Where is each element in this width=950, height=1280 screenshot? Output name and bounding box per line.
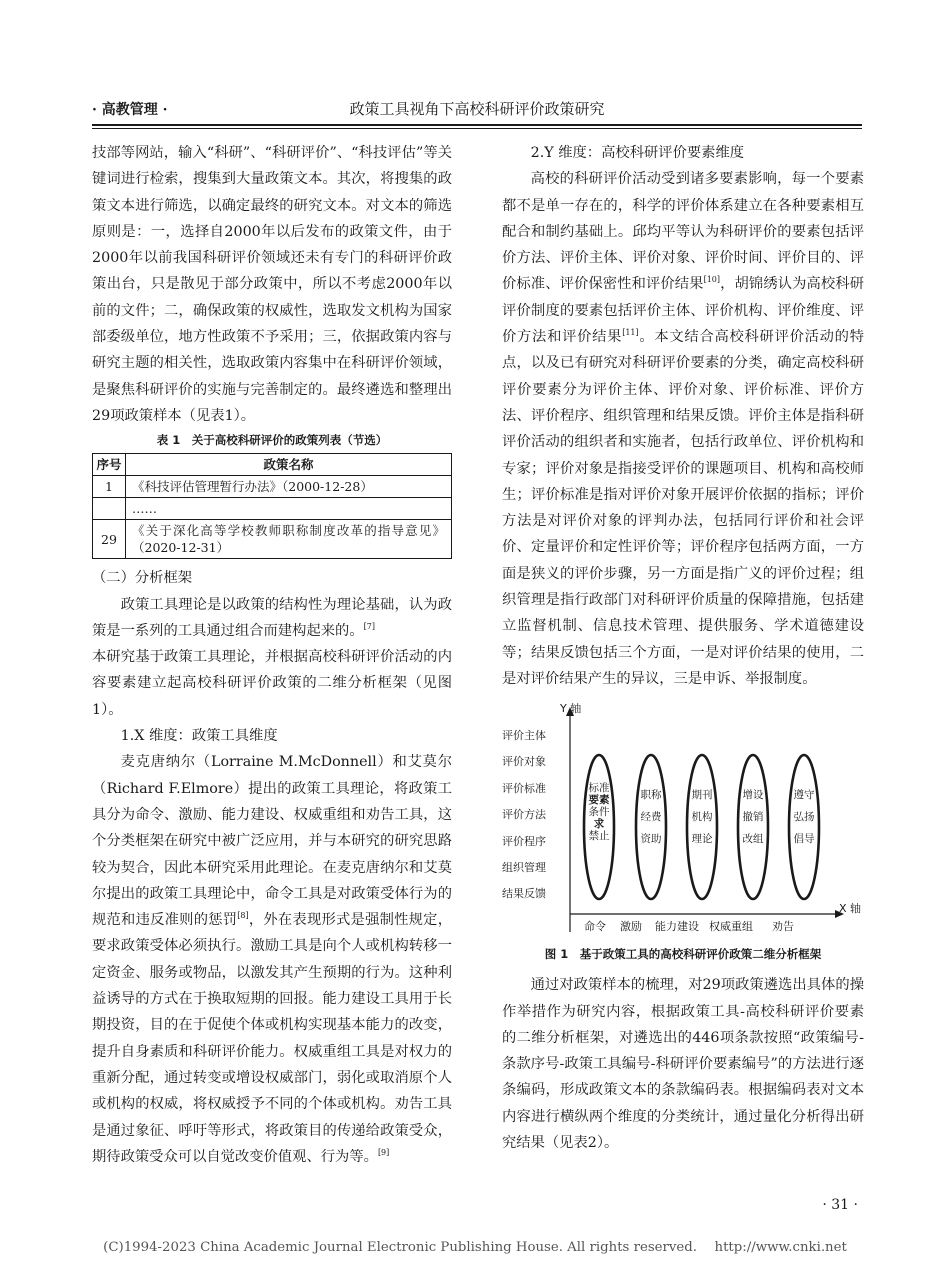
y-axis-item: 评价方法 [502, 808, 546, 822]
ellipse-text: 弘扬 [793, 811, 815, 824]
y-axis-label: Y 轴 [560, 702, 582, 716]
ellipse-text: 倡导 [793, 833, 815, 846]
ellipse-label-incentive [636, 784, 666, 850]
ellipse-text: 撤销 [742, 811, 764, 824]
table-cell: …… [126, 498, 452, 520]
paragraph-text: 。本文结合高校科研评价活动的特点，以及已有研究对科研评价要素的分类，确定高校科研评价要素分为评价主体、评价对象、评价标准、评价方法、评价程序、组织管理和结果反馈。评价主体是指科研评价活动的组织者和实施者，包括行政单位、评价机构和专家；评价对象是指接受评价的课题项目、机构和高校师生；评价标准是指对评价对象开展评价依据的指标；评价方法是对评价对象的评判办法，包括同行评价和社会评价、定量评价和定性评价等；评价程序包括两方面，一方面是狭义的评价步骤，另一方面是指广义的评价过程；组织管理是指行政部门对科研评价质量的保障措施，包括建立监督机制、信息技术管理、提供服务、学术道德建设等；结果反馈包括三个方面，一是对评价结果的使用，二是对评价结果产生的异议，三是申诉、举报制度。 [502, 329, 865, 687]
x-axis-item: 劝告 [772, 920, 794, 934]
table-cell [93, 498, 126, 520]
policy-table [92, 453, 452, 559]
table-cell: 29 [93, 520, 126, 559]
paragraph-text: 麦克唐纳尔（Lorraine M.McDonnell）和艾莫尔（Richard F.Elmore）提出的政策工具理论，将政策工具分为命令、激励、能力建设、权威重组和劝告工具，这个分类框架在研究中被广泛应用，并与本研究的研究思路较为契合，因此本研究采用此理论。在麦克唐纳尔和艾莫尔提出的政策工具理论中，命令工具是对政策受体行为的规范和违反准则的惩罚 [92, 754, 452, 929]
y-axis-item: 评价标准 [502, 782, 546, 796]
ellipse-label-capacity [687, 784, 717, 850]
ellipse-text: 求 [593, 818, 605, 831]
page-number: · 31 · [822, 1197, 858, 1213]
paragraph-text: ，外在表现形式是强制性规定，要求政策受体必须执行。激励工具是向个人或机构转移一定资金、服务或物品，以激发其产生预期的行为。这种利益诱导的方式在于换取短期的回报。能力建设工具用于长期投资，目的在于促使个体或机构实现基本能力的改变，提升自身素质和科研评价能力。权威重组工具是对权力的重新分配，通过转变或增设权威部门，弱化或取消原个人或机构的权威，将权威授予不同的个体或机构。劝告工具是通过象征、呼吁等形式，将政策目的传递给政策受众，期待政策受众可以自觉改变价值观、行为等。 [92, 912, 453, 1165]
paragraph-text: ，胡锦绣认为高校科研评价制度的要素包括评价主体、评价机构、评价维度、评价方法和评价结果 [502, 276, 865, 346]
paragraph: 技部等网站，输入“科研”、“科研评价”、“科技评估”等关键词进行检索，搜集到大量政策文本。其次，将搜集的政策文本进行筛选，以确定最终的研究文本。对文本的筛选原则是：一，选择自2000年以后发布的政策文件，由于2000年以前我国科研评价领域还未有专门的科研评价政策出台，只是散见于部分政策中，所以不考虑2000年以前的文件；二，确保政策的权威性，选取发文机构为国家部委级单位，地方性政策不予采用；三，依据政策内容与研究主题的相关性，选取政策内容集中在科研评价领域，是聚焦科研评价的实施与完善制定的。最终遴选和整理出29项政策样本（见表1）。 [92, 145, 452, 424]
y-axis-item: 评价主体 [502, 729, 546, 743]
x-axis-item: 权威重组 [709, 920, 753, 934]
x-axis-item: 能力建设 [655, 920, 699, 934]
citation: [7] [363, 621, 375, 631]
ellipse-text: 标准 [588, 782, 610, 795]
table-caption: 表 1 关于高校科研评价的政策列表（节选） [156, 433, 388, 448]
header-rule-thick [92, 124, 862, 126]
ellipse-text: 增设 [742, 789, 764, 802]
paragraph-text: 政策工具理论是以政策的结构性为理论基础，认为政策是一系列的工具通过组合而建构起来的。 [92, 596, 452, 639]
section-heading: （二）分析框架 [92, 570, 193, 587]
table-cell: 1 [93, 476, 126, 498]
table-cell: 《科技评估管理暂行办法》（2000-12-28） [126, 476, 452, 498]
table-row [93, 476, 452, 498]
ellipse-text: 期刊 [691, 789, 713, 802]
ellipse-text: 职称 [640, 789, 662, 802]
paragraph: 通过对政策样本的梳理，对29项政策遴选出具体的操作举措作为研究内容，根据政策工具-高校科研评价要素的二维分析框架，对遴选出的446项条款按照“政策编号-条款序号-政策工具编号-科研评价要素编号”的方法进行逐条编码，形成政策文本的条款编码表。根据编码表对文本内容进行横纵两个维度的分类统计，通过量化分析得出研究结果（见表2）。 [502, 977, 864, 1152]
right-column [502, 140, 864, 1156]
citation: [9] [377, 1147, 390, 1157]
running-header [92, 96, 862, 120]
left-column [92, 140, 452, 1170]
x-axis-item: 激励 [620, 920, 642, 934]
ellipse-label-authority [738, 784, 768, 850]
copyright-footer: (C)1994-2023 China Academic Journal Electronic Publishing House. All rights reserved. http://www.cnki.net [103, 1240, 847, 1255]
journal-section-label: · 高教管理 · [92, 102, 168, 118]
ellipse-label-command [584, 782, 614, 842]
subsection-heading: 1.X 维度：政策工具维度 [120, 728, 278, 745]
subsection-heading: 2.Y 维度：高校科研评价要素维度 [530, 145, 745, 161]
table-row [93, 520, 452, 559]
paragraph: 本研究基于政策工具理论，并根据高校科研评价活动的内容要素建立起高校科研评价政策的二维分析框架（见图1）。 [92, 649, 452, 718]
y-axis-item: 结果反馈 [502, 887, 546, 901]
ellipse-text: 条件 [588, 806, 610, 819]
y-axis-item: 组织管理 [502, 861, 546, 875]
paragraph [92, 592, 452, 645]
x-axis-item: 命令 [584, 920, 606, 934]
ellipse-text: 资助 [640, 833, 662, 846]
table-cell: 《关于深化高等学校教师职称制度改革的指导意见》（2020-12-31） [126, 520, 452, 559]
ellipse-text: 要素 [588, 794, 610, 807]
table-row [93, 498, 452, 520]
paragraph [502, 166, 864, 692]
citation: [11] [622, 328, 639, 338]
ellipse-text: 理论 [691, 833, 713, 846]
ellipse-label-persuasion [789, 784, 819, 850]
paragraph-text: 高校的科研评价活动受到诸多要素影响，每一个要素都不是单一存在的，科学的评价体系建立在各种要素相互配合和制约基础上。邱均平等认为科研评价的要素包括评价方法、评价主体、评价对象、评价时间、评价目的、评价标准、评价保密性和评价结果 [502, 171, 864, 293]
citation: [10] [703, 275, 721, 285]
y-axis-item: 评价程序 [502, 835, 546, 849]
framework-figure [502, 702, 864, 942]
ellipse-text: 经费 [640, 811, 662, 824]
table-header-row [93, 454, 452, 476]
header-rule-thin [92, 128, 862, 129]
table-header-cell: 序号 [93, 454, 126, 476]
figure-caption: 图 1 基于政策工具的高校科研评价政策二维分析框架 [544, 947, 822, 962]
y-axis-item: 评价对象 [502, 755, 546, 769]
paragraph [92, 749, 452, 1170]
ellipse-text: 机构 [691, 811, 713, 824]
running-title: 政策工具视角下高校科研评价政策研究 [349, 100, 605, 118]
table-header-cell: 政策名称 [126, 454, 452, 476]
ellipse-text: 遵守 [793, 789, 815, 802]
ellipse-text: 禁止 [588, 830, 610, 843]
ellipse-text: 改组 [742, 833, 764, 846]
x-axis-label: X 轴 [839, 902, 862, 916]
citation: [8] [237, 911, 249, 921]
